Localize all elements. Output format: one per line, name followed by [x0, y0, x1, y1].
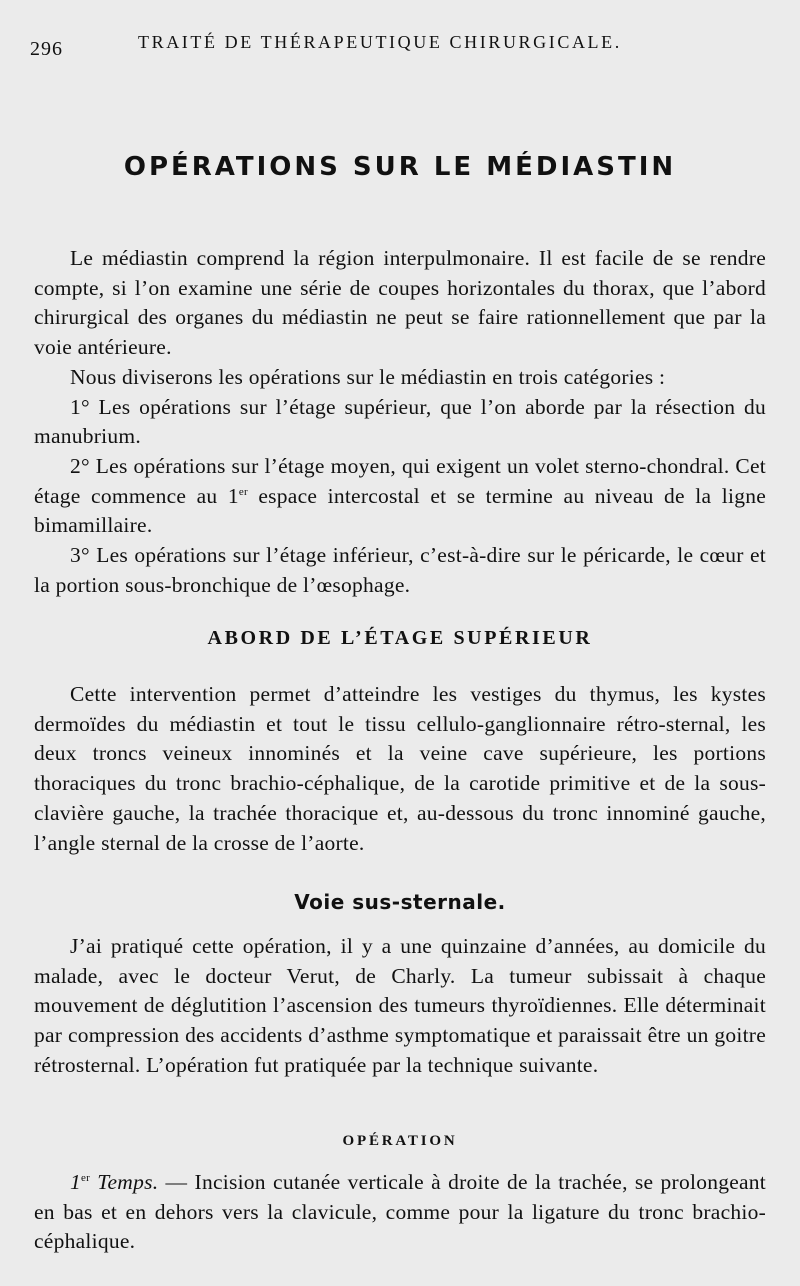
subsection-heading: Voie sus-sternale. [294, 890, 506, 914]
step-number: 1 [70, 1170, 81, 1194]
paragraph: Cette intervention permet d’atteindre les vestiges du thymus, les kystes dermoïdes du médiastin et tout le tissu cellulo-ganglionnaire rétro-sternal, les deux troncs veineux innominés et la veine cave supérieure, les portions thoraciques du tronc brachio-céphalique, de la carotide primitive et de la sous-clavière gauche, la trachée thoracique et, au-dessous du tronc innominé gauche, l’angle sternal de la crosse de l’aorte. [34, 682, 766, 855]
paragraph: 1° Les opérations sur l’étage supérieur, que l’on aborde par la résection du manubrium. [34, 394, 766, 449]
text-run: espace intercostal et se termine au niveau de la ligne bimamillaire. [34, 483, 767, 538]
operation-heading: OPÉRATION [342, 1133, 458, 1149]
intro-text [34, 244, 766, 600]
paragraph [34, 1168, 766, 1257]
text-run: 2° Les opérations sur l’étage moyen, qui exigent un volet sterno-chondral. Cet étage commence au 1 [34, 453, 766, 508]
step-label: Temps. [90, 1170, 159, 1194]
paragraph: J’ai pratiqué cette opération, il y a une quinzaine d’années, au domicile du malade, avec le docteur Verut, de Charly. La tumeur subissait à chaque mouvement de déglutition l’ascension des tumeurs thyroïdiennes. Elle déterminait par compression des accidents d’asthme symptomatique et paraissait être un goitre rétrosternal. L’opération fut pratiquée par la technique suivante. [34, 934, 766, 1077]
paragraph: Nous diviserons les opérations sur le médiastin en trois catégories : [70, 364, 666, 389]
step-text: — Incision cutanée verticale à droite de la trachée, se prolongeant en bas et en dehors vers la clavicule, comme pour la ligature du tronc brachio-céphalique. [34, 1170, 766, 1254]
running-head [0, 28, 800, 58]
paragraph: Le médiastin comprend la région interpulmonaire. Il est facile de se rendre compte, si l’on examine une série de coupes horizontales du thorax, que l’abord chirurgical des organes du médiastin ne peut se faire rationnellement que par la voie antérieure. [34, 246, 766, 360]
running-title: TRAITÉ DE THÉRAPEUTIQUE CHIRURGICALE. [138, 32, 622, 52]
operation-text [34, 1168, 766, 1257]
paragraph [34, 452, 766, 541]
chapter-title: OPÉRATIONS SUR LE MÉDIASTIN [123, 152, 677, 182]
page-number: 296 [30, 38, 63, 60]
paragraph: 3° Les opérations sur l’étage inférieur, c’est-à-dire sur le péricarde, le cœur et la portion sous-bronchique de l’œsophage. [34, 543, 766, 597]
section-text [34, 680, 766, 858]
subsection-text [34, 932, 766, 1081]
superscript: er [238, 485, 248, 498]
section-heading: ABORD DE L’ÉTAGE SUPÉRIEUR [207, 627, 593, 649]
superscript: er [81, 1172, 91, 1184]
